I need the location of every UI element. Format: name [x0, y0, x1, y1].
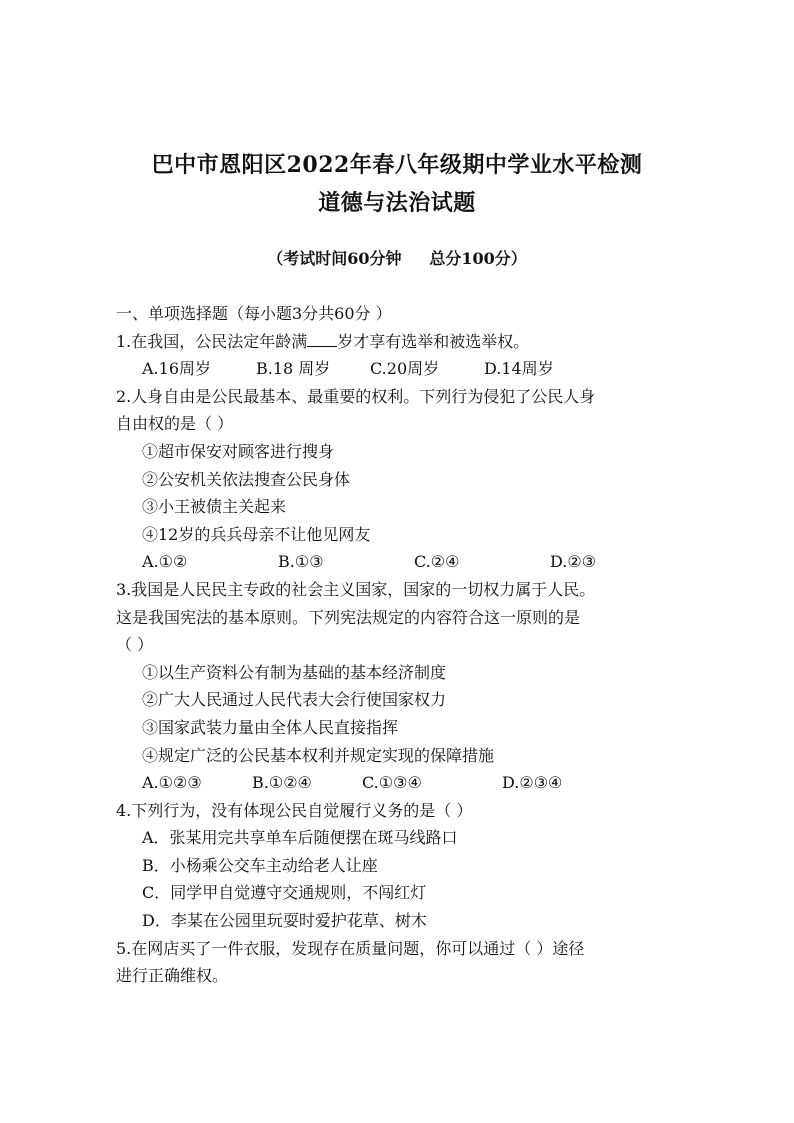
statement-item: ①以生产资料公有制为基础的基本经济制度	[142, 662, 447, 682]
statement-item: ④12岁的兵兵母亲不让他见网友	[142, 524, 371, 544]
question-stem: 2.人身自由是公民最基本、最重要的权利。下列行为侵犯了公民人身	[116, 386, 596, 406]
question-2	[116, 383, 686, 576]
option-a: A.16周岁	[142, 359, 212, 379]
question-stem: 自由权的是（ ）	[116, 414, 234, 434]
statement-item: ③小王被债主关起来	[142, 497, 287, 517]
question-stem-part: 岁才享有选举和被选举权。	[337, 331, 530, 351]
question-stem-part: 1.在我国，公民法定年龄满	[116, 331, 308, 351]
option-d: D.②③	[550, 552, 597, 572]
option-b: B．小杨乘公交车主动给老人让座	[142, 855, 378, 875]
option-b: B.①②④	[252, 773, 312, 793]
option-a: A.①②	[142, 552, 188, 572]
option-a: A．张某用完共享单车后随便摆在斑马线路口	[142, 828, 458, 848]
statement-item: ②广大人民通过人民代表大会行使国家权力	[142, 690, 447, 710]
statement-item: ②公安机关依法搜查公民身体	[142, 469, 351, 489]
question-stem: 这是我国宪法的基本原则。下列宪法规定的内容符合这一原则的是	[116, 607, 581, 627]
question-5	[116, 935, 686, 990]
question-1	[116, 328, 686, 383]
question-list	[116, 300, 686, 990]
question-stem	[116, 328, 686, 356]
statement-item: ①超市保安对顾客进行搜身	[142, 441, 335, 461]
question-stem: 4.下列行为，没有体现公民自觉履行义务的是（ ）	[116, 800, 473, 820]
question-stem: （ ）	[116, 635, 154, 655]
fill-blank	[307, 330, 337, 347]
question-stem: 5.在网店买了一件衣服，发现存在质量问题，你可以通过（ ）途径	[116, 938, 585, 958]
option-c: C.①③④	[362, 773, 422, 793]
exam-title-line2: 道德与法治试题	[318, 190, 476, 216]
options-row	[116, 355, 686, 383]
option-a: A.①②③	[142, 773, 202, 793]
section-heading: 一、单项选择题（每小题3分共60分 ）	[116, 304, 392, 323]
option-c: C.20周岁	[370, 359, 440, 379]
question-3	[116, 576, 686, 797]
option-d: D．李某在公园里玩耍时爱护花草、树木	[142, 911, 427, 931]
exam-info: （考试时间60分钟 总分100分）	[267, 249, 527, 268]
option-b: B.18 周岁	[256, 359, 331, 379]
option-c: C.②④	[414, 552, 460, 572]
statement-item: ③国家武装力量由全体人民直接指挥	[142, 717, 399, 737]
option-c: C．同学甲自觉遵守交通规则，不闯红灯	[142, 883, 427, 903]
options-row	[116, 769, 686, 797]
options-row	[116, 548, 686, 576]
question-stem: 3.我国是人民民主专政的社会主义国家，国家的一切权力属于人民。	[116, 579, 596, 599]
option-d: D.②③④	[502, 773, 563, 793]
exam-title-line1: 巴中市恩阳区2022年春八年级期中学业水平检测	[151, 152, 643, 178]
statement-item: ④规定广泛的公民基本权利并规定实现的保障措施	[142, 745, 495, 765]
option-d: D.14周岁	[484, 359, 554, 379]
option-b: B.①③	[278, 552, 324, 572]
question-4	[116, 797, 686, 935]
question-stem: 进行正确维权。	[116, 966, 229, 986]
